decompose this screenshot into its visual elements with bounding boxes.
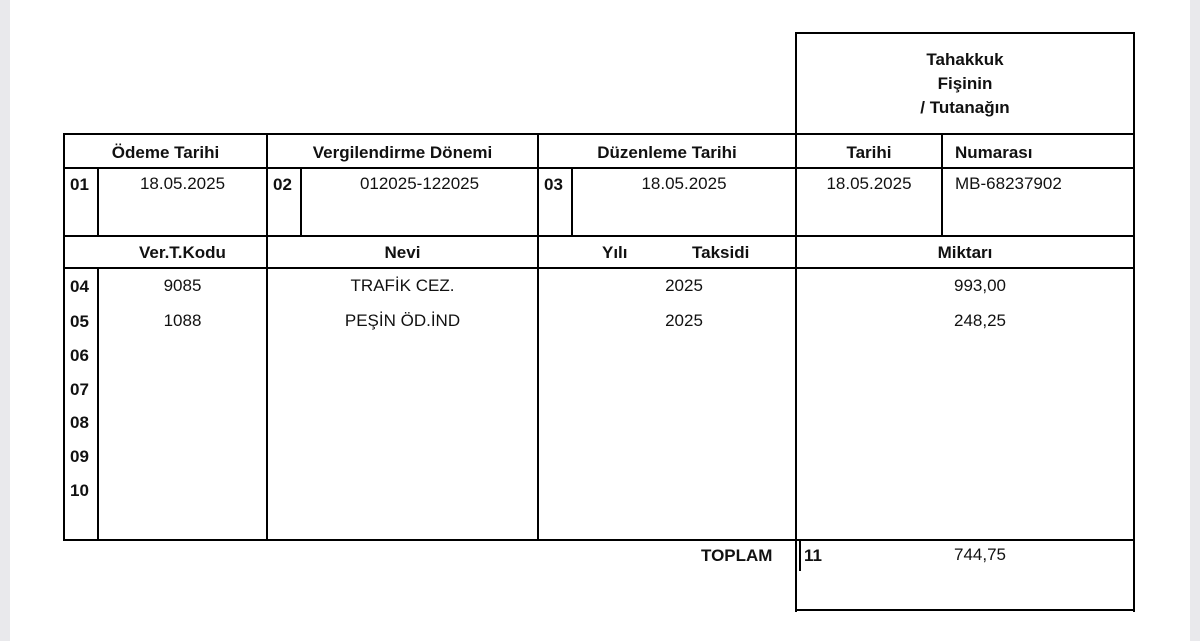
slip-title: [797, 48, 1133, 120]
header-duzenleme-tarihi: Düzenleme Tarihi: [597, 143, 737, 162]
duzenleme-tarihi-value: 18.05.2025: [641, 174, 727, 193]
vergilendirme-donemi-value: 012025-122025: [359, 174, 480, 193]
header-tarihi: Tarihi: [846, 143, 892, 162]
header-ver-kodu: Ver.T.Kodu: [139, 243, 226, 262]
code-01: 01: [70, 175, 89, 194]
header-odeme-tarihi: Ödeme Tarihi: [111, 143, 220, 162]
row-nevi: TRAFİK CEZ.: [350, 276, 455, 295]
row-code: 08: [70, 413, 89, 432]
numarasi-value: MB-68237902: [955, 174, 1062, 193]
total-value: 744,75: [954, 545, 1006, 564]
row-yili: 2025: [665, 311, 703, 330]
total-label: TOPLAM: [701, 546, 773, 565]
header-miktari: Miktarı: [937, 243, 993, 262]
header-vergilendirme-donemi: Vergilendirme Dönemi: [312, 143, 493, 162]
code-03: 03: [544, 175, 563, 194]
tarihi-value: 18.05.2025: [826, 174, 912, 193]
row-ver-kodu: 1088: [163, 311, 202, 330]
header-taksidi: Taksidi: [692, 243, 750, 262]
row-code: 04: [70, 277, 89, 296]
row-ver-kodu: 9085: [163, 276, 202, 295]
odeme-tarihi-value: 18.05.2025: [139, 174, 226, 193]
row-code: 07: [70, 380, 89, 399]
code-02: 02: [273, 175, 292, 194]
row-miktari: 248,25: [954, 311, 1006, 330]
header-nevi: Nevi: [384, 243, 421, 262]
slip-title-line-1: Tahakkuk: [926, 50, 1004, 69]
slip-title-line-3: / Tutanağın: [920, 98, 1010, 117]
header-numarasi: Numarası: [955, 143, 1033, 162]
row-code: 06: [70, 346, 89, 365]
row-code: 10: [70, 481, 89, 500]
row-code: 05: [70, 312, 89, 331]
row-nevi: PEŞİN ÖD.İND: [344, 311, 461, 330]
header-yili: Yılı: [602, 243, 628, 262]
row-miktari: 993,00: [954, 276, 1006, 295]
total-code: 11: [804, 546, 822, 565]
slip-title-line-2: Fişinin: [937, 74, 993, 93]
row-yili: 2025: [665, 276, 703, 295]
row-code: 09: [70, 447, 89, 466]
